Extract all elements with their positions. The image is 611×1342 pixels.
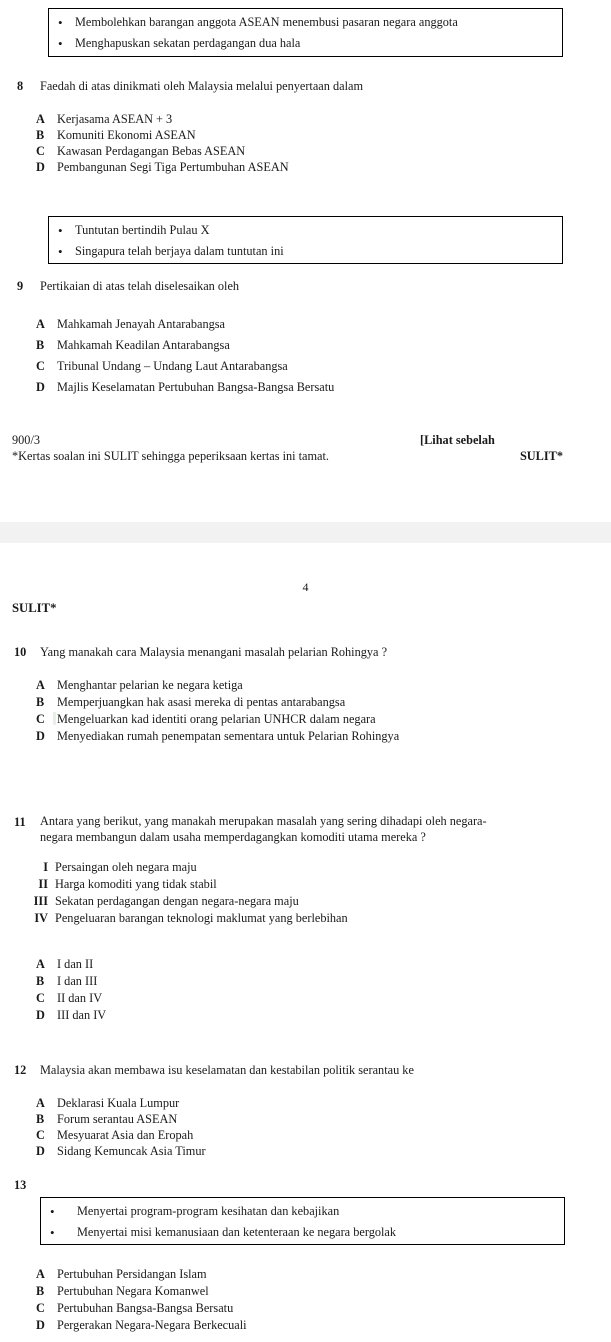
- options-q9: [0, 314, 611, 398]
- page-break-separator: [0, 522, 611, 543]
- option-text: Deklarasi Kuala Lumpur: [57, 1096, 180, 1110]
- question-number: 13: [14, 1178, 27, 1192]
- stimulus-item: • Membolehkan barangan anggota ASEAN menembusi pasaran negara anggota: [49, 12, 562, 33]
- option-text: Majlis Keselamatan Pertubuhan Bangsa-Bangsa Bersatu: [57, 380, 335, 394]
- confidential-note: *Kertas soalan ini SULIT sehingga peperiksaan kertas ini tamat.: [12, 449, 330, 463]
- option-b[interactable]: [0, 1283, 611, 1300]
- roman-item: [0, 859, 611, 876]
- option-a[interactable]: [0, 677, 611, 694]
- option-text: Memperjuangkan hak asasi mereka di pentas antarabangsa: [57, 695, 346, 709]
- option-d[interactable]: [0, 1143, 611, 1159]
- option-c[interactable]: [0, 143, 611, 159]
- option-letter: B: [36, 338, 45, 352]
- question-stem: Malaysia akan membawa isu keselamatan dan kestabilan politik serantau ke: [40, 1063, 414, 1077]
- option-text: II dan IV: [57, 991, 103, 1005]
- option-b[interactable]: [0, 973, 611, 990]
- question-stem: Pertikaian di atas telah diselesaikan oleh: [40, 279, 240, 293]
- option-d[interactable]: [0, 1317, 611, 1334]
- see-overleaf-label: [Lihat sebelah: [420, 433, 495, 447]
- option-c[interactable]: [0, 1300, 611, 1317]
- question-stem: Faedah di atas dinikmati oleh Malaysia melalui penyertaan dalam: [40, 79, 364, 93]
- option-b[interactable]: [0, 1111, 611, 1127]
- option-c[interactable]: [0, 1127, 611, 1143]
- option-a[interactable]: [0, 956, 611, 973]
- option-letter: C: [36, 359, 45, 373]
- option-text: Kerjasama ASEAN + 3: [57, 112, 173, 126]
- option-letter: A: [36, 317, 45, 331]
- option-b[interactable]: [0, 127, 611, 143]
- option-letter: A: [36, 1267, 45, 1281]
- question-number: 11: [14, 815, 26, 829]
- option-text: Kawasan Perdagangan Bebas ASEAN: [57, 144, 246, 158]
- option-text: Pembangunan Segi Tiga Pertumbuhan ASEAN: [57, 160, 289, 174]
- question-number: 12: [14, 1063, 27, 1077]
- option-text: Mesyuarat Asia dan Eropah: [57, 1128, 194, 1142]
- option-text: Tribunal Undang – Undang Laut Antarabangsa: [57, 359, 288, 373]
- option-d[interactable]: [0, 1007, 611, 1024]
- option-letter: B: [36, 974, 45, 988]
- option-d[interactable]: [0, 377, 611, 398]
- stimulus-item: • Tuntutan bertindih Pulau X: [49, 220, 562, 241]
- roman-text: Persaingan oleh negara maju: [55, 860, 197, 874]
- option-letter: B: [36, 1284, 45, 1298]
- option-text: Pergerakan Negara-Negara Berkecuali: [57, 1318, 247, 1332]
- options-q10: [0, 677, 611, 745]
- option-letter: C: [36, 1301, 45, 1315]
- question-stem: Yang manakah cara Malaysia menangani masalah pelarian Rohingya ?: [40, 645, 388, 659]
- roman-numeral: III: [33, 894, 48, 908]
- question-number: 9: [17, 279, 24, 293]
- roman-item: [0, 893, 611, 910]
- roman-numeral: II: [38, 877, 48, 891]
- footer-status-label: SULIT*: [519, 449, 563, 463]
- question-stem-line-1: Antara yang berikut, yang manakah merupakan masalah yang sering dihadapi oleh negara-: [40, 814, 487, 828]
- stimulus-list-q13: [41, 1198, 564, 1243]
- option-d[interactable]: [0, 728, 611, 745]
- roman-text: Pengeluaran barangan teknologi maklumat yang berlebihan: [55, 911, 348, 925]
- option-letter: B: [36, 1112, 45, 1126]
- question-stem: [40, 814, 565, 845]
- option-letter: C: [36, 991, 45, 1005]
- stimulus-list-q8: [49, 9, 562, 54]
- option-letter: A: [36, 957, 45, 971]
- option-c[interactable]: [0, 711, 611, 728]
- option-text: Menghantar pelarian ke negara ketiga: [57, 678, 243, 692]
- option-text: Mahkamah Jenayah Antarabangsa: [57, 317, 225, 331]
- option-text: I dan II: [57, 957, 94, 971]
- page-number-display: 4: [302, 580, 309, 594]
- option-a[interactable]: [0, 314, 611, 335]
- option-text: Pertubuhan Persidangan Islam: [57, 1267, 207, 1281]
- option-text: III dan IV: [57, 1008, 107, 1022]
- option-a[interactable]: [0, 1095, 611, 1111]
- option-letter: D: [36, 729, 45, 743]
- option-a[interactable]: [0, 1266, 611, 1283]
- stimulus-list-q9: [49, 217, 562, 262]
- stimulus-box-q9: [48, 216, 563, 264]
- option-b[interactable]: [0, 694, 611, 711]
- option-text: Mengeluarkan kad identiti orang pelarian UNHCR dalam negara: [57, 712, 376, 726]
- option-letter: B: [36, 128, 45, 142]
- option-letter: D: [36, 1318, 45, 1332]
- option-letter: D: [36, 160, 45, 174]
- stimulus-item: • Menghapuskan sekatan perdagangan dua hala: [49, 33, 562, 54]
- roman-text: Sekatan perdagangan dengan negara-negara maju: [55, 894, 299, 908]
- option-letter: C: [36, 144, 45, 158]
- option-text: Pertubuhan Negara Komanwel: [57, 1284, 209, 1298]
- option-text: Sidang Kemuncak Asia Timur: [57, 1144, 206, 1158]
- roman-numeral: IV: [34, 911, 48, 925]
- stimulus-item: • Menyertai program-program kesihatan dan kebajikan: [41, 1201, 564, 1222]
- options-q12: [0, 1095, 611, 1159]
- question-number: 8: [17, 79, 24, 93]
- option-text: Mahkamah Keadilan Antarabangsa: [57, 338, 230, 352]
- stimulus-box-q8: [48, 8, 563, 57]
- header-status-label: SULIT*: [12, 601, 57, 615]
- option-text: Forum serantau ASEAN: [57, 1112, 178, 1126]
- option-letter: D: [36, 1144, 45, 1158]
- option-letter: D: [36, 1008, 45, 1022]
- options-q13: [0, 1266, 611, 1334]
- roman-item: [0, 910, 611, 926]
- option-text: Menyediakan rumah penempatan sementara untuk Pelarian Rohingya: [57, 729, 400, 743]
- paper-code: 900/3: [12, 433, 41, 447]
- option-text: Pertubuhan Bangsa-Bangsa Bersatu: [57, 1301, 234, 1315]
- option-letter: A: [36, 678, 45, 692]
- roman-numeral: I: [43, 860, 48, 874]
- option-c[interactable]: [0, 990, 611, 1007]
- option-letter: A: [36, 1096, 45, 1110]
- option-letter: C: [36, 712, 45, 726]
- option-c[interactable]: [0, 356, 611, 377]
- exam-page-2: [0, 543, 611, 1342]
- option-letter: A: [36, 112, 45, 126]
- option-text: I dan III: [57, 974, 98, 988]
- stimulus-item: • Menyertai misi kemanusiaan dan ketenteraan ke negara bergolak: [41, 1222, 564, 1243]
- question-number: 10: [14, 645, 27, 659]
- stimulus-box-q13: [40, 1197, 565, 1245]
- roman-item: [0, 876, 611, 893]
- options-q8: [0, 111, 611, 175]
- stimulus-item: • Singapura telah berjaya dalam tuntutan ini: [49, 241, 562, 262]
- exam-page-1: [0, 0, 611, 522]
- roman-text: Harga komoditi yang tidak stabil: [55, 877, 217, 891]
- option-letter: B: [36, 695, 45, 709]
- option-d[interactable]: [0, 159, 611, 175]
- option-letter: D: [36, 380, 45, 394]
- option-letter: C: [36, 1128, 45, 1142]
- option-text: Komuniti Ekonomi ASEAN: [57, 128, 196, 142]
- question-stem-line-2: negara membangun dalam usaha memperdagangkan komoditi utama mereka ?: [40, 829, 426, 844]
- roman-list-q11: [0, 859, 611, 926]
- option-a[interactable]: [0, 111, 611, 127]
- options-q11: [0, 956, 611, 1024]
- option-b[interactable]: [0, 335, 611, 356]
